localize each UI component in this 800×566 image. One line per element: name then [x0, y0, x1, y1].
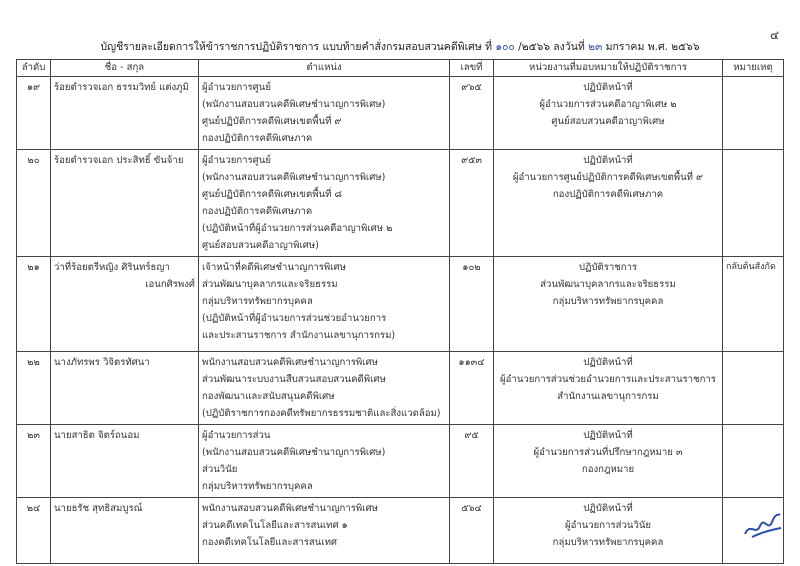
person-name: [51, 150, 199, 257]
position-line: ส่วนคดีเทคโนโลยีและสารสนเทศ ๑: [202, 520, 348, 531]
assigned-line: สำนักงานเลขานุการกรม: [557, 391, 659, 402]
table-row: [17, 352, 784, 425]
position-line: (พนักงานสอบสวนคดีพิเศษชำนาญการพิเศษ): [202, 99, 386, 110]
note: [723, 77, 784, 150]
assigned-line: กองปฏิบัติการคดีพิเศษภาค: [552, 189, 664, 200]
signature-initials: [742, 510, 782, 540]
table-row: [17, 150, 784, 257]
position-number: ๙๕: [450, 425, 494, 498]
position-line: (พนักงานสอบสวนคดีพิเศษชำนาญการพิเศษ): [202, 172, 386, 183]
assigned-line: ผู้อำนวยการส่วนที่ปรึกษากฎหมาย ๓: [533, 447, 683, 458]
title-suffix: มกราคม พ.ศ. ๒๕๖๖: [605, 41, 700, 53]
position-line: ผู้อำนวยการส่วน: [202, 430, 271, 441]
person-name: [51, 352, 199, 425]
assigned-line: ปฏิบัติราชการ: [578, 262, 638, 273]
name-line: นายสาธิต จิตร์ถนอม: [54, 430, 140, 441]
position-line: ส่วนพัฒนาระบบงานสืบสวนสอบสวนคดีพิเศษ: [202, 374, 386, 385]
table-row: [17, 257, 784, 352]
position-cell: [199, 77, 450, 150]
name-line: ร้อยตำรวจเอก ประสิทธิ์ ขันจ้าย: [54, 155, 184, 166]
assigned-line: ผู้อำนวยการส่วนคดีอาญาพิเศษ ๒: [539, 99, 677, 110]
assigned-line: กองกฎหมาย: [581, 464, 635, 475]
assigned-line: ปฏิบัติหน้าที่: [583, 357, 633, 368]
title-prefix: บัญชีรายละเอียดการให้ข้าราชการปฏิบัติราชการ แบบท้ายคำสั่งกรมสอบสวนคดีพิเศษ ที่: [100, 41, 492, 53]
person-name: [51, 257, 199, 352]
document-title: [0, 38, 800, 55]
position-line: ศูนย์ปฏิบัติการคดีพิเศษเขตพื้นที่ ๙: [202, 116, 342, 127]
position-cell: [199, 352, 450, 425]
note: [723, 150, 784, 257]
assigned-unit: [494, 77, 723, 150]
title-middle: /๒๕๖๖ ลงวันที่: [518, 41, 585, 53]
position-line: กองคดีเทคโนโลยีและสารสนเทศ: [202, 537, 338, 548]
table-header-row: [17, 60, 784, 77]
assigned-line: ปฏิบัติหน้าที่: [583, 430, 633, 441]
order-number: ๑๐๐: [495, 41, 515, 53]
position-line: ผู้อำนวยการศูนย์: [202, 82, 271, 93]
assigned-line: ผู้อำนวยการส่วนช่วยอำนวยการและประสานราชการ: [500, 374, 716, 385]
position-number: ๑๐๒: [450, 257, 494, 352]
position-number: ๙๕๓: [450, 150, 494, 257]
assigned-line: ปฏิบัติหน้าที่: [583, 155, 633, 166]
position-line: กองปฏิบัติการคดีพิเศษภาค: [202, 133, 313, 144]
row-number: ๒๑: [17, 257, 51, 352]
position-number: ๕๖๔: [450, 498, 494, 564]
assigned-line: ศูนย์สอบสวนคดีอาญาพิเศษ: [551, 116, 665, 127]
position-line: เจ้าหน้าที่คดีพิเศษชำนาญการพิเศษ: [202, 262, 346, 273]
row-number: ๒๐: [17, 150, 51, 257]
position-number: ๑๑๓๔: [450, 352, 494, 425]
position-cell: [199, 150, 450, 257]
name-line: นายธรัช สุทธิสมบูรณ์: [54, 503, 143, 514]
name-line: ว่าที่ร้อยตรีหญิง ศิรินทร์ธญา: [54, 262, 170, 273]
row-number: ๒๔: [17, 498, 51, 564]
position-cell: [199, 498, 450, 564]
order-day: ๒๓: [588, 41, 603, 53]
assigned-unit: [494, 150, 723, 257]
name-line: ร้อยตำรวจเอก ธรรมวิทย์ แต่งภูมิ: [54, 82, 189, 93]
header-name: ชื่อ - สกุล: [51, 60, 199, 77]
table-row: [17, 77, 784, 150]
position-cell: [199, 425, 450, 498]
header-position: ตำแหน่ง: [199, 60, 450, 77]
assigned-line: ผู้อำนวยการศูนย์ปฏิบัติการคดีพิเศษเขตพื้นที่ ๙: [512, 172, 704, 183]
table-row: [17, 498, 784, 564]
assigned-unit: [494, 498, 723, 564]
position-line: ส่วนวินัย: [202, 464, 238, 475]
assigned-line: ผู้อำนวยการส่วนวินัย: [564, 520, 652, 531]
position-line: และประสานราชการ สำนักงานเลขานุการกรม): [202, 330, 396, 341]
header-no: ลำดับ: [17, 60, 51, 77]
note: [723, 425, 784, 498]
header-assigned-unit: หน่วยงานที่มอบหมายให้ปฏิบัติราชการ: [494, 60, 723, 77]
person-name: [51, 77, 199, 150]
position-line: พนักงานสอบสวนคดีพิเศษชำนาญการพิเศษ: [202, 357, 378, 368]
position-line: (พนักงานสอบสวนคดีพิเศษชำนาญการพิเศษ): [202, 447, 386, 458]
assigned-line: กลุ่มบริหารทรัพยากรบุคคล: [552, 537, 664, 548]
note: [723, 352, 784, 425]
position-line: กลุ่มบริหารทรัพยากรบุคคล: [202, 481, 313, 492]
name-line: เอนกศิรพงศ์: [145, 279, 195, 290]
row-number: ๒๓: [17, 425, 51, 498]
position-line: (ปฏิบัติราชการกองคดีทรัพยากรธรรมชาติและสิ่งแวดล้อม): [202, 408, 441, 419]
assigned-line: ปฏิบัติหน้าที่: [583, 503, 633, 514]
position-line: พนักงานสอบสวนคดีพิเศษชำนาญการพิเศษ: [202, 503, 378, 514]
page-number: ๔: [770, 28, 780, 42]
person-name: [51, 498, 199, 564]
position-line: ศูนย์ปฏิบัติการคดีพิเศษเขตพื้นที่ ๘: [202, 189, 342, 200]
position-line: (ปฏิบัติหน้าที่ผู้อำนวยการส่วนช่วยอำนวยการ: [202, 313, 387, 324]
position-number: ๙๖๕: [450, 77, 494, 150]
assigned-line: ปฏิบัติหน้าที่: [583, 82, 633, 93]
assignment-table: [16, 59, 784, 564]
row-number: ๒๒: [17, 352, 51, 425]
header-note: หมายเหตุ: [723, 60, 784, 77]
note: กลับต้นสังกัด: [723, 257, 784, 352]
assigned-unit: [494, 425, 723, 498]
position-line: (ปฏิบัติหน้าที่ผู้อำนวยการส่วนคดีอาญาพิเศษ ๒: [202, 223, 393, 234]
position-line: กองพัฒนาและสนับสนุนคดีพิเศษ: [202, 391, 335, 402]
assigned-unit: [494, 352, 723, 425]
position-cell: [199, 257, 450, 352]
person-name: [51, 425, 199, 498]
position-line: กองปฏิบัติการคดีพิเศษภาค: [202, 206, 313, 217]
table-row: [17, 425, 784, 498]
assigned-line: กลุ่มบริหารทรัพยากรบุคคล: [552, 296, 664, 307]
name-line: นางภัทรพร วิจิตรทัศนา: [54, 357, 150, 368]
position-line: ศูนย์สอบสวนคดีอาญาพิเศษ): [202, 240, 319, 251]
row-number: ๑๙: [17, 77, 51, 150]
assigned-unit: [494, 257, 723, 352]
assigned-line: ส่วนพัฒนาบุคลากรและจริยธรรม: [540, 279, 676, 290]
position-line: ผู้อำนวยการศูนย์: [202, 155, 271, 166]
header-position-number: เลขที่: [450, 60, 494, 77]
position-line: ส่วนพัฒนาบุคลากรและจริยธรรม: [202, 279, 338, 290]
position-line: กลุ่มบริหารทรัพยากรบุคคล: [202, 296, 313, 307]
